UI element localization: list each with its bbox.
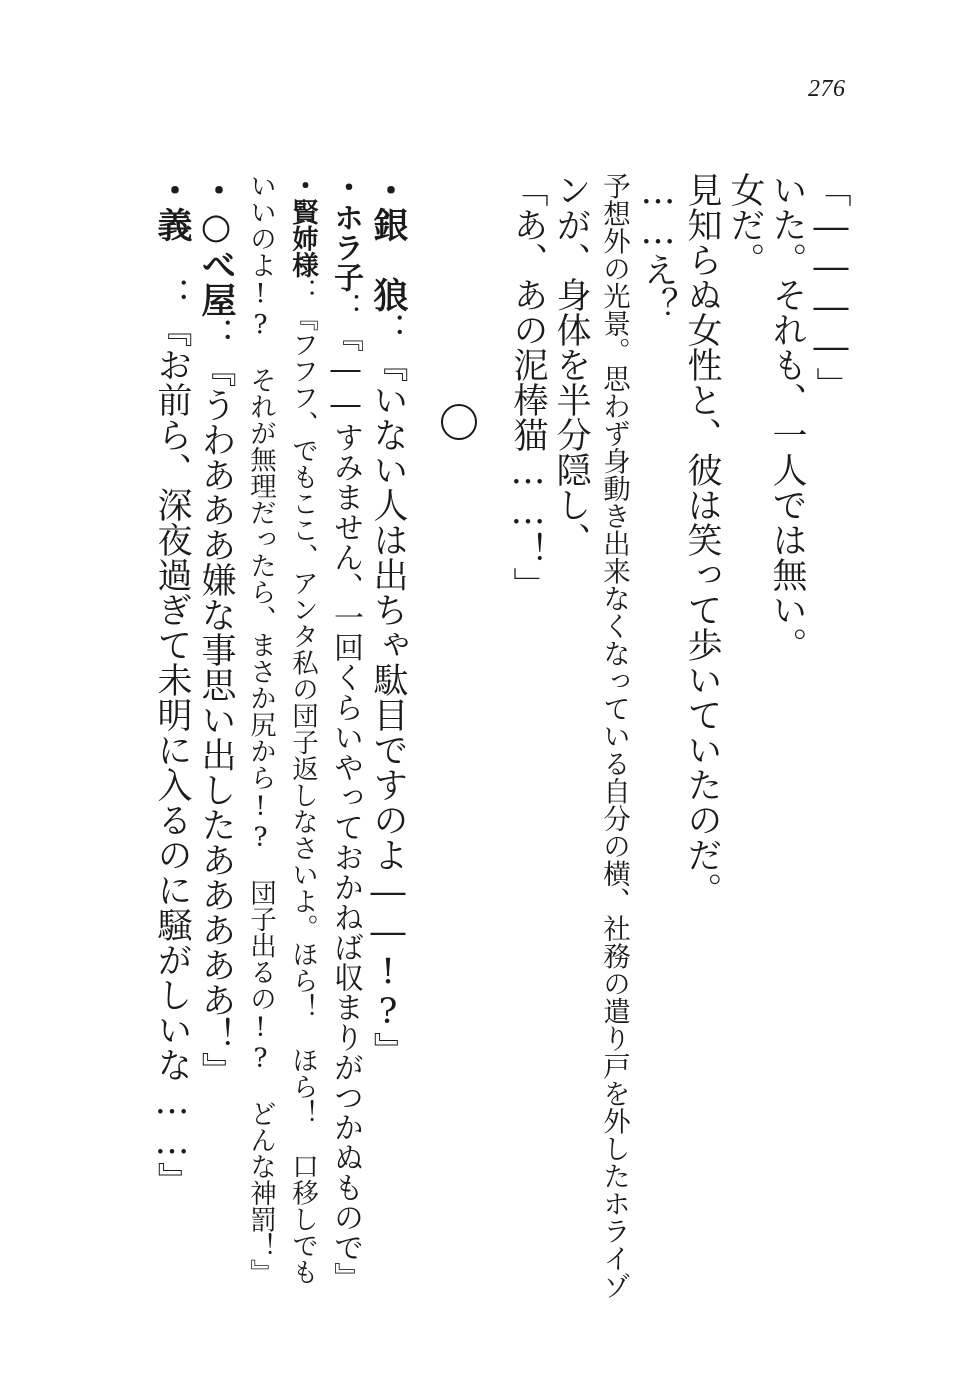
speaker-name: 賢姉様	[287, 198, 318, 278]
speaker-name: 義	[152, 207, 192, 242]
dialogue-line	[368, 172, 408, 1067]
separator: ：	[328, 292, 363, 322]
dialogue-continuation-line: いいのよ!? それが無理だったら、まさか尻から!? 団子出るの!? どんな神罰！』	[245, 172, 276, 1286]
dialogue-line	[152, 172, 192, 1197]
bullet: ・	[152, 172, 193, 207]
narrative-line: 予想外の光景。思わず身動き出来なくなっている自分の横、社務の遣り戸を外したホライゾ	[598, 172, 630, 1300]
narrative-line: 「――――」	[811, 172, 851, 402]
narrative-line: 「あ、あの泥棒猫……！」	[508, 172, 548, 602]
separator: ：	[196, 317, 236, 352]
dialogue-text: 『いない人は出ちゃ駄目ですのよ――!?』	[368, 347, 408, 1067]
section-break-circle-icon	[441, 404, 477, 440]
dialogue-text: 『お前ら、深夜過ぎて未明に入るのに騒がしいな……』	[152, 312, 192, 1197]
speaker-name: ホラ子	[328, 202, 363, 292]
narrative-line: いた。それも、一人では無い。	[767, 172, 807, 662]
bullet: ・	[368, 172, 409, 207]
separator: ：	[368, 312, 408, 347]
dialogue-line	[282, 172, 322, 1285]
narrative-line: ……え？	[638, 172, 678, 322]
speaker-name: ○べ屋	[196, 207, 236, 317]
dialogue-line	[196, 172, 236, 1087]
narrative-line: 女だ。	[725, 172, 765, 277]
separator: ：	[287, 278, 318, 305]
dialogue-line	[325, 172, 365, 1292]
page-number: 276	[808, 76, 846, 102]
dialogue-text: 『――すみません、一回くらいやっておかねば収まりがつかぬもので』	[328, 322, 363, 1292]
bullet: ・	[328, 172, 363, 202]
dialogue-text: 『うわあああ嫌な事思い出したあああああ！』	[196, 352, 236, 1087]
speaker-name: 銀 狼	[368, 207, 408, 312]
narrative-line: 見知らぬ女性と、彼は笑って歩いていたのだ。	[682, 172, 722, 907]
dialogue-text: 『フフフ、でもここ、アンタ私の団子返しなさいよ。ほら！ ほら！ 口移しでも	[287, 304, 318, 1285]
bullet: ・	[196, 172, 237, 207]
narrative-line: ンが、身体を半分隠し、	[551, 172, 591, 557]
bullet: ・	[287, 172, 318, 199]
separator: ：	[152, 242, 192, 312]
